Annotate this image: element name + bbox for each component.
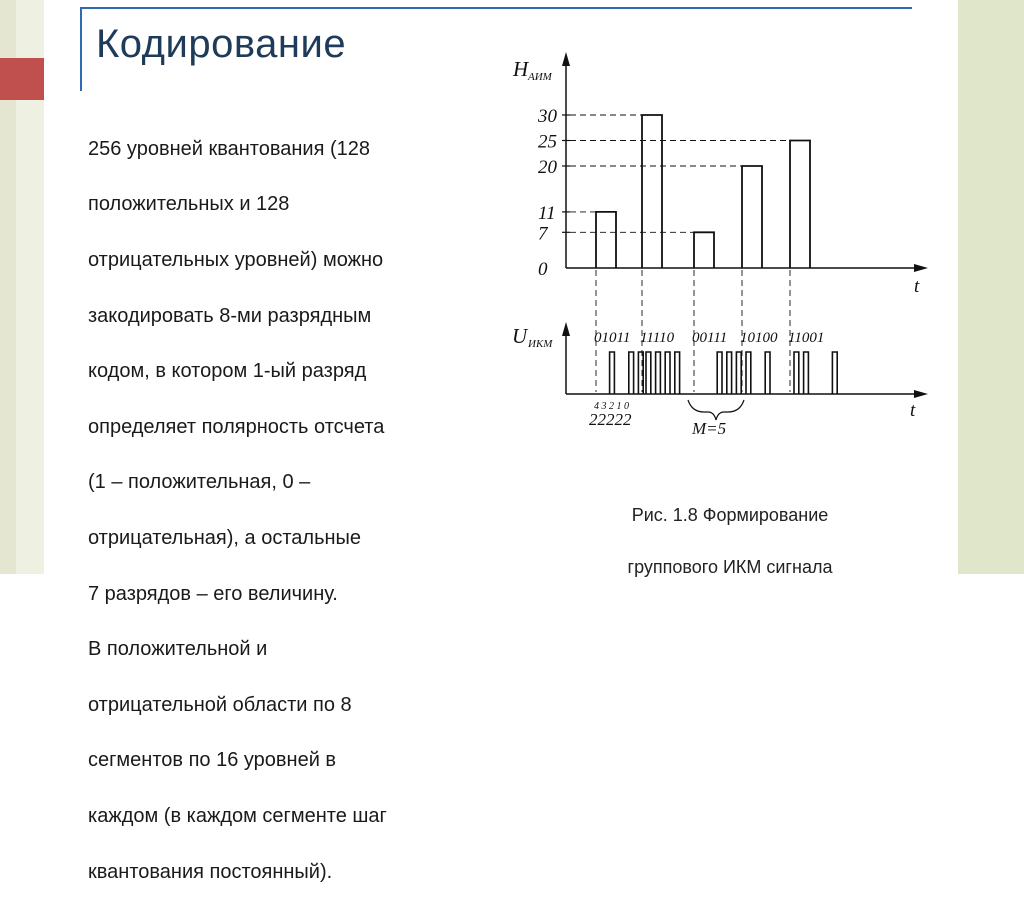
pcm-bit	[638, 352, 643, 394]
y-tick-label: 20	[538, 157, 557, 178]
pcm-bit	[727, 352, 732, 394]
pcm-bits	[594, 330, 837, 394]
body-line: закодировать 8-ми разрядным	[88, 304, 372, 327]
body-line: В положительной и	[88, 638, 268, 661]
caption-line: группового ИКМ сигнала	[627, 557, 833, 577]
pcm-bit	[794, 352, 799, 394]
pcm-bit	[675, 352, 680, 394]
top-axis-sub: АИМ	[528, 71, 552, 83]
slide-title: Кодирование	[96, 22, 347, 66]
aim-pulse	[742, 166, 762, 268]
pcm-bit	[765, 352, 770, 394]
m-brace	[688, 400, 744, 420]
body-line: отрицательная), а остальные	[88, 526, 362, 549]
top-t-label: t	[914, 276, 920, 297]
pcm-bit	[746, 352, 751, 394]
aim-pulse	[694, 232, 714, 268]
code-label: 10100	[740, 330, 778, 346]
body-line: положительных и 128	[88, 193, 290, 216]
y-tick-label: 25	[538, 131, 557, 153]
pcm-bit	[717, 352, 722, 394]
y-tick-label: 30	[538, 106, 557, 127]
body-line: (1 – положительная, 0 –	[88, 471, 311, 494]
body-line: отрицательной области по 8	[88, 693, 352, 716]
body-line: отрицательных уровней) можно	[88, 248, 384, 271]
pcm-bit	[656, 352, 661, 394]
aim-pulse	[642, 115, 662, 268]
top-x-arrow	[914, 264, 928, 272]
pcm-bit	[646, 352, 651, 394]
pcm-bit	[610, 352, 615, 394]
aim-pulses	[570, 115, 810, 268]
caption-line: Рис. 1.8 Формирование	[631, 505, 829, 525]
bottom-x-arrow	[914, 390, 928, 398]
top-y-arrow	[562, 52, 570, 66]
code-label: 11001	[788, 330, 825, 346]
aim-pulse	[596, 212, 616, 268]
pcm-bit	[804, 352, 809, 394]
pcm-bit	[736, 352, 741, 394]
aim-pulse	[790, 141, 810, 269]
body-line: кодом, в котором 1-ый разряд	[88, 360, 367, 383]
y-tick-label: 0	[538, 259, 548, 280]
bottom-y-arrow	[562, 322, 570, 336]
body-line: 7 разрядов – его величину.	[88, 582, 338, 605]
m-label: M=5	[692, 419, 727, 438]
body-line: квантования постоянный).	[88, 860, 333, 883]
code-label: 11110	[640, 330, 675, 346]
y-tick-label: 11	[538, 202, 556, 224]
code-label: 01011	[594, 330, 631, 346]
bit-weights: 43210	[594, 401, 632, 412]
code-label: 00111	[692, 330, 728, 346]
body-line: 256 уровней квантования (128	[88, 137, 371, 160]
pcm-bit	[629, 352, 634, 394]
body-line: каждом (в каждом сегменте шаг	[88, 804, 387, 827]
bottom-axis-sub: ИКМ	[528, 338, 553, 350]
bit-base: 22222	[589, 410, 632, 429]
body-line: сегментов по 16 уровней в	[88, 749, 337, 772]
bottom-t-label: t	[910, 400, 916, 421]
top-axis-label: H	[513, 57, 529, 81]
top-y-ticks	[537, 106, 570, 280]
body-line: определяет полярность отсчета	[88, 415, 385, 438]
y-tick-label: 7	[538, 223, 548, 245]
bottom-axis-label: U	[512, 324, 528, 348]
pcm-bit	[665, 352, 670, 394]
pcm-bit	[832, 352, 837, 394]
